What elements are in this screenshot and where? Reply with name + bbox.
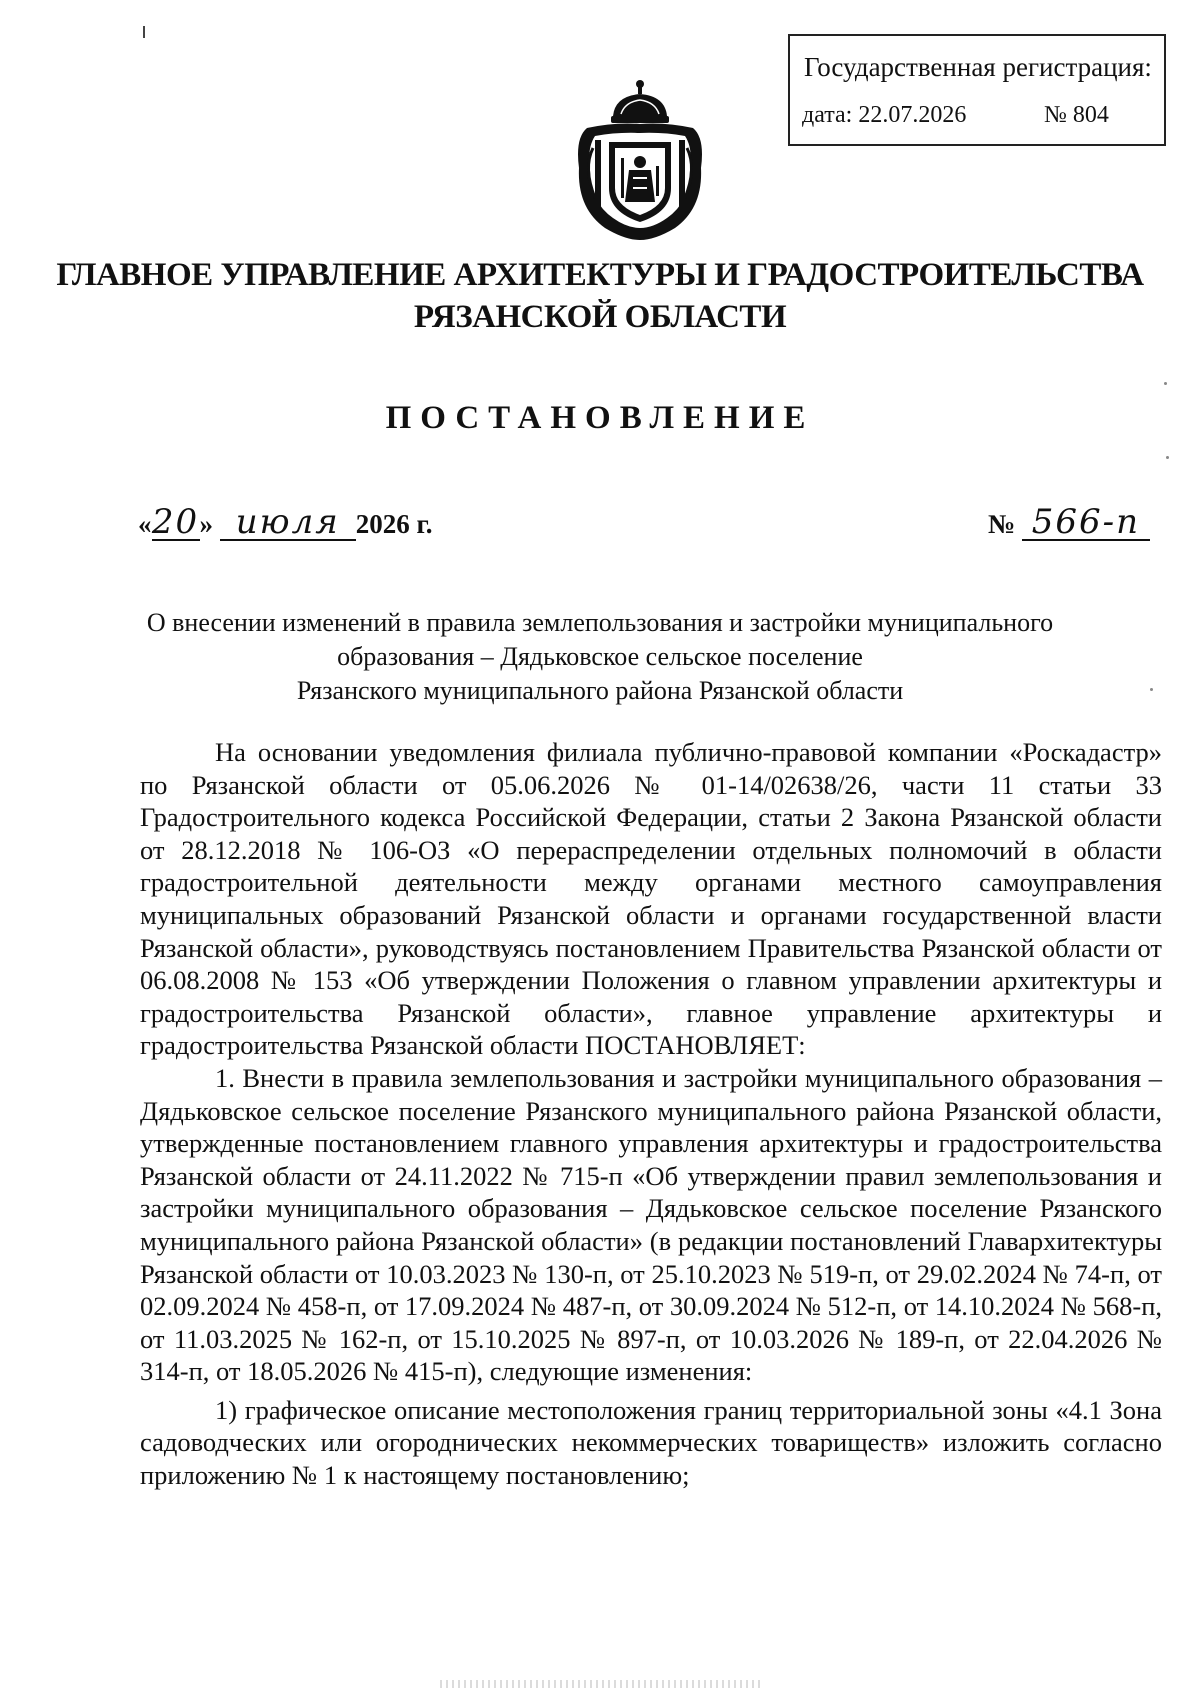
date-open-quote: « [138,509,152,539]
date-month-handwritten: июля [220,505,356,541]
organization-name-line2: РЯЗАНСКОЙ ОБЛАСТИ [413,299,787,335]
subject-line3: Рязанского муниципального района Рязанской области [296,676,904,705]
scan-speck [1150,688,1153,691]
ryazan-coat-of-arms-icon [565,78,715,243]
document-type: ПОСТАНОВЛЕНИЕ [385,400,815,436]
registration-stamp [788,34,1166,146]
registration-number: № 804 [1044,102,1109,128]
date-day-handwritten: 20 [151,502,200,542]
item-1-paragraph: 1. Внести в правила землепользования и застройки муниципального образования – Дядьковское сельское поселение Рязанского муниципального района Рязанской области, утвержденные постановлением главного управления архитектуры и градостроительства Рязанской области от 24.11.2022 № 715-п «Об утверждении правил землепользования и застройки муниципального образования – Дядьковское сельское поселение Рязанского муниципального района Рязанской области» (в редакции постановлений Главархитектуры Рязанской области от 10.03.2023 № 130-п, от 25.10.2023 № 519-п, от 29.02.2024 № 74-п, от 02.09.2024 № 458-п, от 17.09.2024 № 487-п, от 30.09.2024 № 512-п, от 14.10.2024 № 568-п, от 11.03.2025 № 162-п, от 15.10.2025 № 897-п, от 10.03.2026 № 189-п, от 22.04.2026 № 314-п, от 18.05.2026 № 415-п), следующие изменения: [140,1062,1162,1387]
scan-speck [1166,456,1169,459]
registration-title: Государственная регистрация: [804,52,1152,82]
date-year: 2026 г. [355,509,433,539]
document-number [988,502,1150,542]
document-subject [100,606,1100,708]
number-prefix: № [988,509,1016,539]
document-date [138,502,433,542]
subject-line2: образования – Дядьковское сельское поселение [337,642,863,671]
document-body [140,736,1162,1492]
subitem-1-paragraph: 1) графическое описание местоположения границ территориальной зоны «4.1 Зона садоводческих или огороднических некоммерческих товариществ» изложить согласно приложению № 1 к настоящему постановлению; [140,1394,1162,1491]
scan-noise [440,1680,760,1688]
preamble-paragraph: На основании уведомления филиала публично-правовой компании «Роскадастр» по Рязанской области от 05.06.2026 № 01-14/02638/26, части 11 статьи 33 Градостроительного кодекса Российской Федерации, статьи 2 Закона Рязанской области от 28.12.2018 № 106-ОЗ «О перераспределении отдельных полномочий в области градостроительной деятельности между органами местного самоуправления муниципальных образований Рязанской области и органами государственной власти Рязанской области», руководствуясь постановлением Правительства Рязанской области от 06.08.2008 № 153 «Об утверждении Положения о главном управлении архитектуры и градостроительства Рязанской области», главное управление архитектуры и градостроительства Рязанской области ПОСТАНОВЛЯЕТ: [140,737,1162,1061]
number-handwritten: 566-п [1022,505,1150,541]
date-close-quote: » [199,509,213,539]
scan-speck [1164,382,1167,385]
organization-name [0,254,1200,338]
scan-mark [143,26,145,38]
registration-date: дата: 22.07.2026 [802,102,967,128]
subject-line1: О внесении изменений в правила землепользования и застройки муниципального [146,608,1054,637]
organization-name-line1: ГЛАВНОЕ УПРАВЛЕНИЕ АРХИТЕКТУРЫ И ГРАДОСТРОИТЕЛЬСТВА [56,257,1144,293]
